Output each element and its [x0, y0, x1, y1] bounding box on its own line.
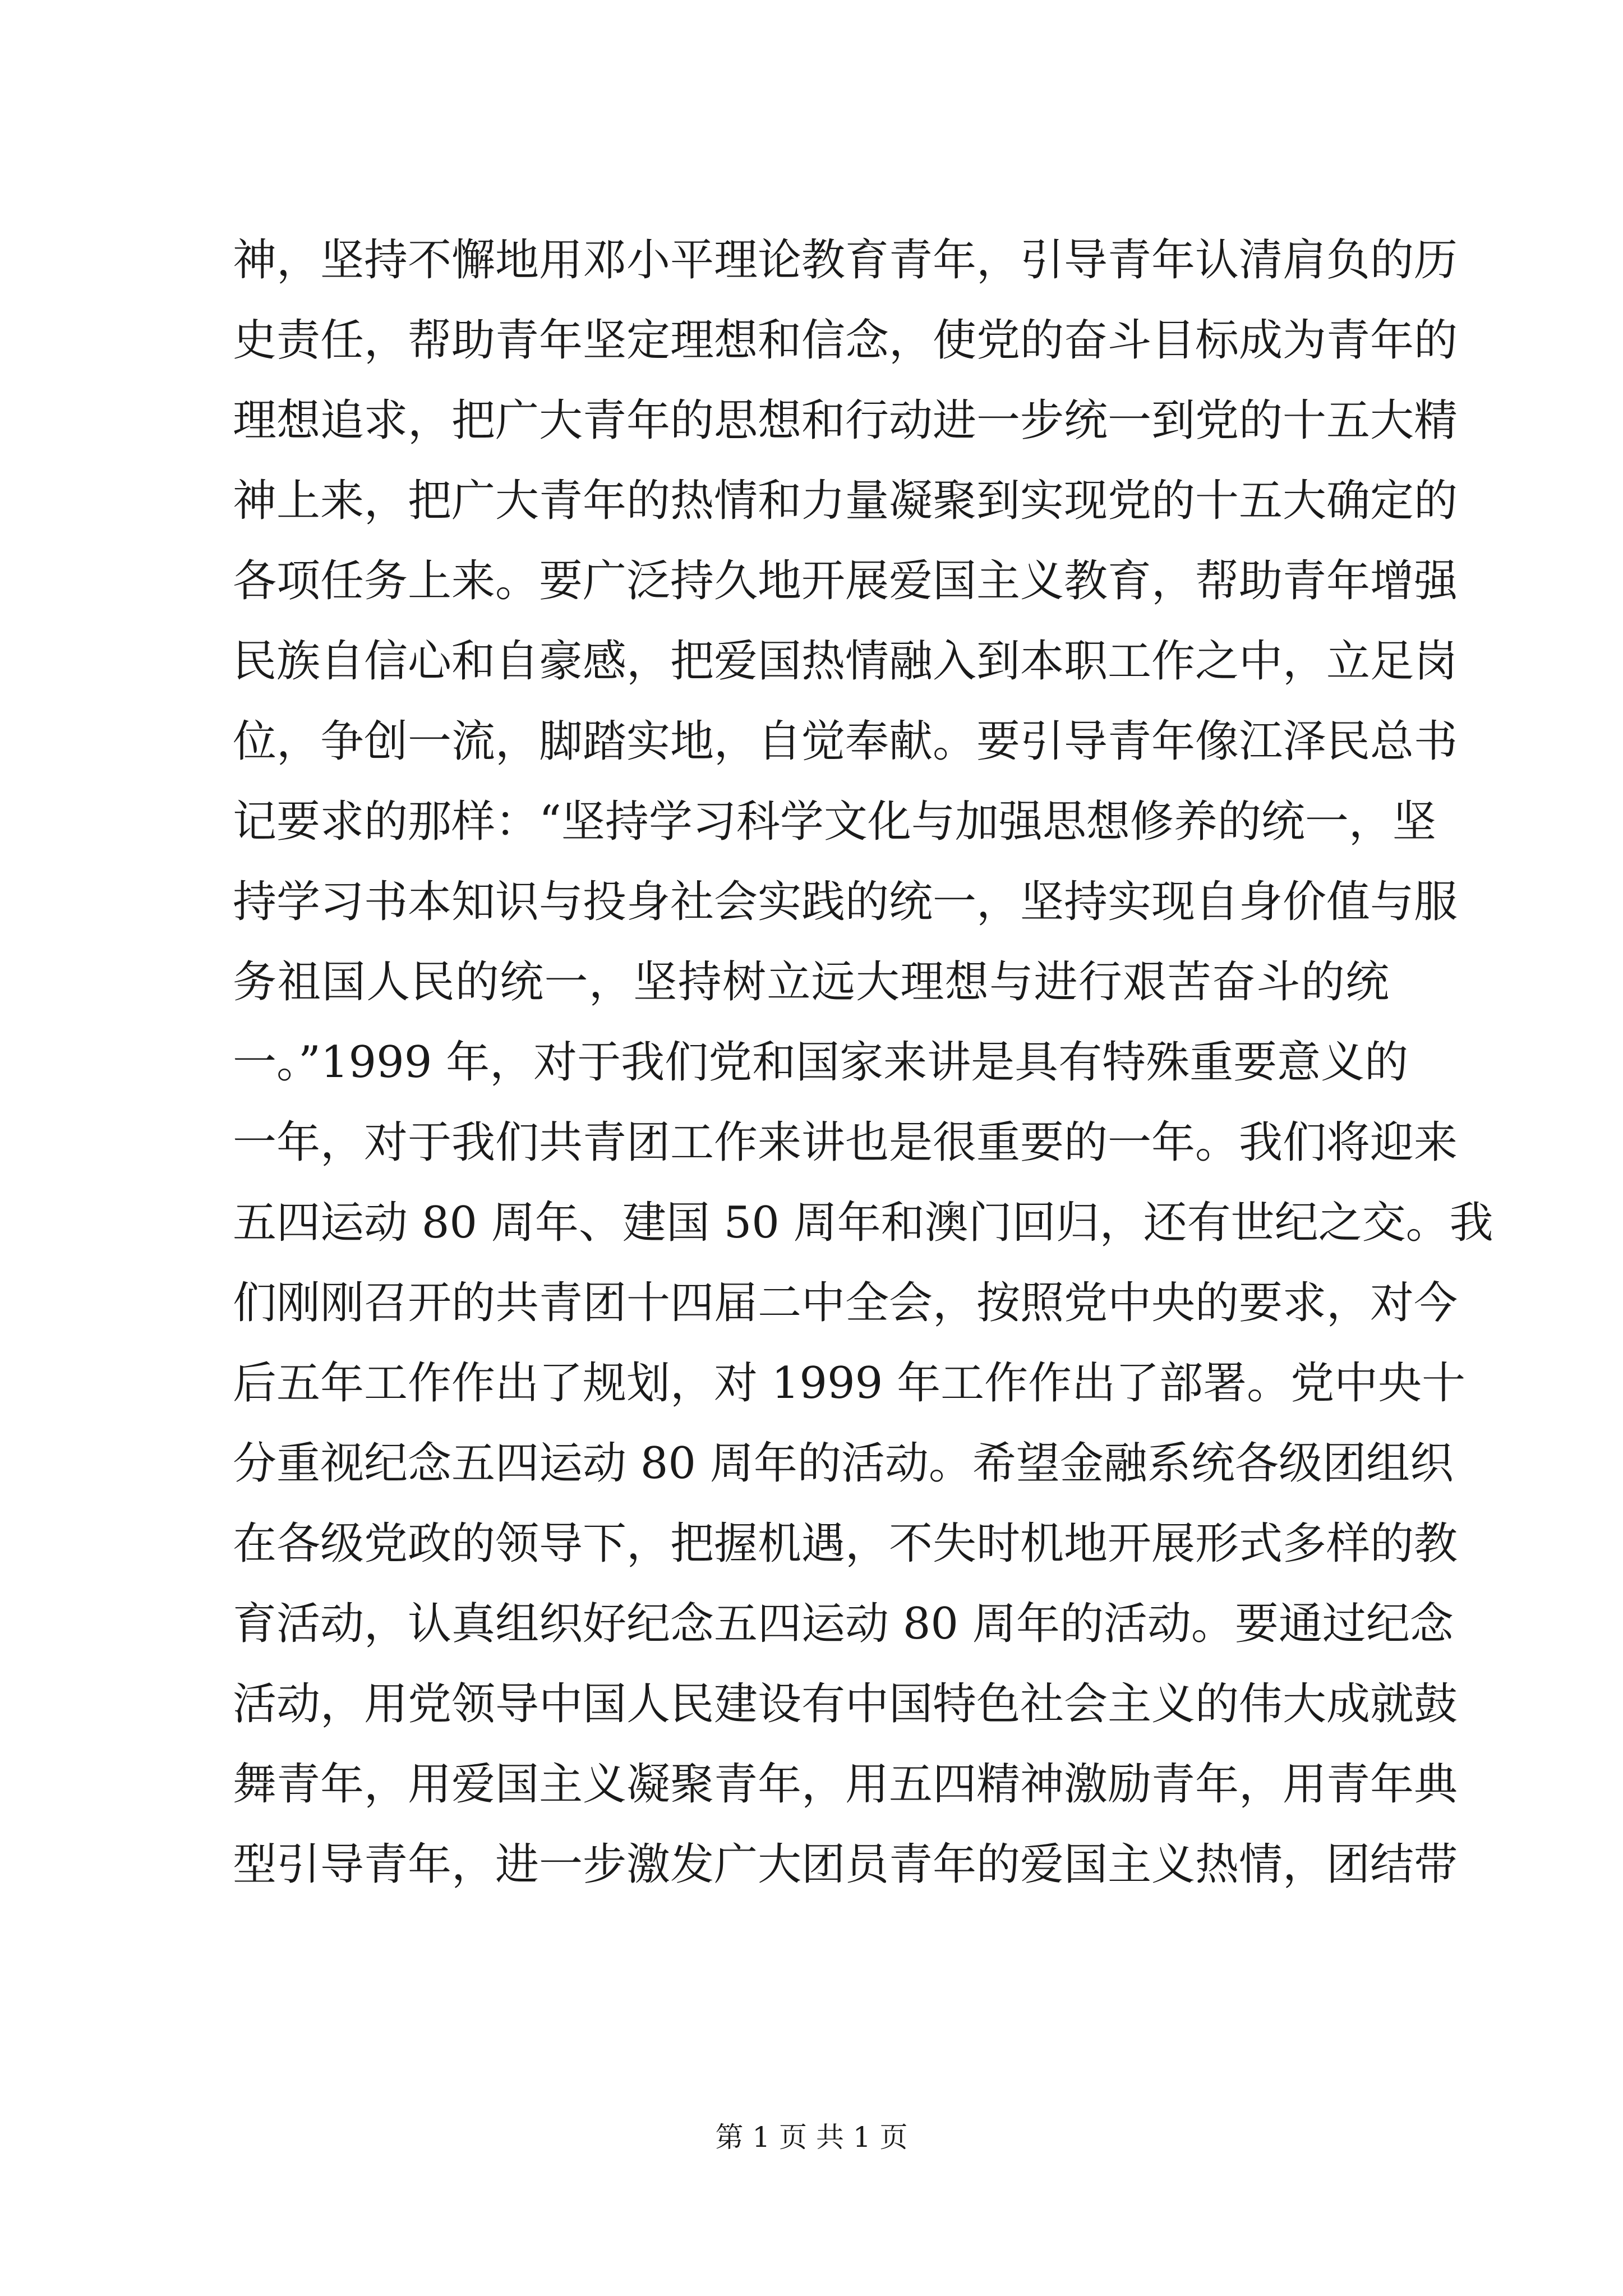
text-line: 各项任务上来。要广泛持久地开展爱国主义教育，帮助青年增强 [233, 556, 1458, 606]
text-line: 育活动，认真组织好纪念五四运动 80 周年的活动。要通过纪念 [233, 1599, 1454, 1649]
text-line: 理想追求，把广大青年的思想和行动进一步统一到党的十五大精 [233, 395, 1458, 446]
text-line: 型引导青年，进一步激发广大团员青年的爱国主义热情，团结带 [233, 1839, 1458, 1890]
text-line: 分重视纪念五四运动 80 周年的活动。希望金融系统各级团组织 [233, 1438, 1454, 1489]
text-line: 位，争创一流，脚踏实地，自觉奉献。要引导青年像江泽民总书 [233, 716, 1458, 767]
text-line: 神上来，把广大青年的热情和力量凝聚到实现党的十五大确定的 [233, 476, 1458, 526]
text-line: 后五年工作作出了规划，对 1999 年工作作出了部署。党中央十 [233, 1358, 1466, 1409]
text-line: 一。”1999 年，对于我们党和国家来讲是具有特殊重要意义的 [233, 1037, 1409, 1088]
text-line: 五四运动 80 周年、建国 50 周年和澳门回归，还有世纪之交。我 [233, 1198, 1493, 1248]
text-line: 务祖国人民的统一，坚持树立远大理想与进行艰苦奋斗的统 [233, 957, 1389, 1007]
text-line: 持学习书本知识与投身社会实践的统一，坚持实现自身价值与服 [233, 877, 1458, 927]
text-line: 们刚刚召开的共青团十四届二中全会，按照党中央的要求，对今 [233, 1278, 1458, 1328]
text-line: 活动，用党领导中国人民建设有中国特色社会主义的伟大成就鼓 [233, 1679, 1458, 1729]
text-line: 史责任，帮助青年坚定理想和信念，使党的奋斗目标成为青年的 [233, 315, 1458, 366]
text-line: 记要求的那样：“坚持学习科学文化与加强思想修养的统一，坚 [233, 797, 1436, 847]
page-number: 第 1 页 共 1 页 [715, 2121, 908, 2154]
text-line: 民族自信心和自豪感，把爱国热情融入到本职工作之中，立足岗 [233, 636, 1458, 687]
text-line: 神，坚持不懈地用邓小平理论教育青年，引导青年认清肩负的历 [233, 235, 1458, 286]
text-line: 舞青年，用爱国主义凝聚青年，用五四精神激励青年，用青年典 [233, 1759, 1458, 1810]
page-footer [0, 2115, 1623, 2160]
body-text [233, 220, 1493, 1905]
text-line: 在各级党政的领导下，把握机遇，不失时机地开展形式多样的教 [233, 1519, 1458, 1569]
text-line: 一年，对于我们共青团工作来讲也是很重要的一年。我们将迎来 [233, 1117, 1458, 1168]
